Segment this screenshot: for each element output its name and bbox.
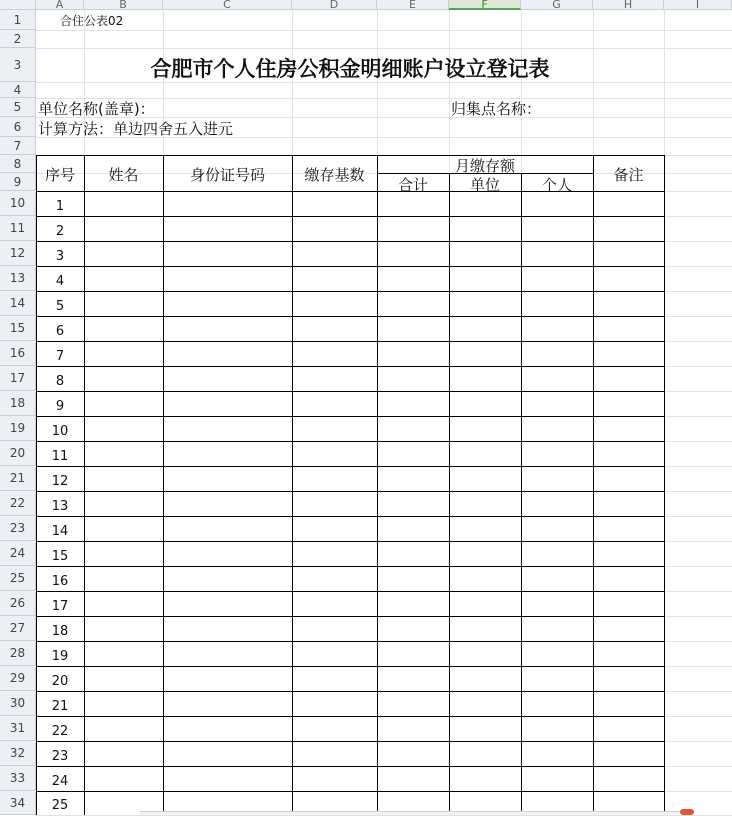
header-employer[interactable]: 单位 (469, 176, 500, 194)
column-header-a[interactable]: A (36, 0, 84, 10)
table-border-h (36, 766, 665, 767)
column-header-i[interactable]: I (664, 0, 732, 10)
column-header-f[interactable]: F (449, 0, 521, 10)
row-header-22[interactable]: 22 (0, 491, 36, 516)
table-border-h (36, 316, 665, 317)
table-border-h (36, 391, 665, 392)
row-header-28[interactable]: 28 (0, 641, 36, 666)
table-border-h (36, 466, 665, 467)
table-border-h (36, 541, 665, 542)
sequence-number-cell[interactable]: 13 (51, 499, 69, 514)
sequence-number-cell[interactable]: 20 (51, 674, 69, 689)
sequence-number-cell[interactable]: 7 (55, 349, 65, 364)
row-header-25[interactable]: 25 (0, 566, 36, 591)
sequence-number-cell[interactable]: 24 (51, 774, 69, 789)
header-total[interactable]: 合计 (397, 176, 428, 194)
row-header-34[interactable]: 34 (0, 791, 36, 815)
table-border-h (36, 266, 665, 267)
sequence-number-cell[interactable]: 11 (51, 449, 69, 464)
table-border-h (36, 341, 665, 342)
horizontal-gridline (36, 48, 732, 49)
header-monthly[interactable]: 月缴存额 (454, 157, 515, 175)
row-header-24[interactable]: 24 (0, 541, 36, 566)
row-header-18[interactable]: 18 (0, 391, 36, 416)
table-border-h (36, 641, 665, 642)
sequence-number-cell[interactable]: 1 (55, 199, 65, 214)
table-border-h (36, 291, 665, 292)
row-header-2[interactable]: 2 (0, 30, 36, 48)
sheet-tab-bar (140, 811, 680, 815)
row-header-27[interactable]: 27 (0, 616, 36, 641)
column-header-c[interactable]: C (163, 0, 292, 10)
header-personal[interactable]: 个人 (541, 176, 572, 194)
row-header-1[interactable]: 1 (0, 10, 36, 30)
sequence-number-cell[interactable]: 16 (51, 574, 69, 589)
row-header-16[interactable]: 16 (0, 341, 36, 366)
select-all-corner[interactable] (0, 0, 36, 10)
sequence-number-cell[interactable]: 22 (51, 724, 69, 739)
header-remarks[interactable]: 备注 (613, 166, 644, 184)
row-header-29[interactable]: 29 (0, 666, 36, 691)
table-border-h (36, 516, 665, 517)
sequence-number-cell[interactable]: 12 (51, 474, 69, 489)
row-header-30[interactable]: 30 (0, 691, 36, 716)
table-border-h (36, 241, 665, 242)
sequence-number-cell[interactable]: 15 (51, 549, 69, 564)
table-border-h (36, 366, 665, 367)
row-header-4[interactable]: 4 (0, 82, 36, 98)
table-border-h (36, 416, 665, 417)
row-header-20[interactable]: 20 (0, 441, 36, 466)
column-header-h[interactable]: H (593, 0, 664, 10)
row-header-11[interactable]: 11 (0, 216, 36, 241)
table-border-v (521, 173, 522, 815)
sequence-number-cell[interactable]: 3 (55, 249, 65, 264)
sequence-number-cell[interactable]: 25 (51, 798, 69, 813)
table-border-h (36, 741, 665, 742)
sequence-number-cell[interactable]: 21 (51, 699, 69, 714)
column-header-g[interactable]: G (521, 0, 593, 10)
add-sheet-icon[interactable] (680, 809, 694, 815)
table-border-v (449, 173, 450, 815)
row-header-31[interactable]: 31 (0, 716, 36, 741)
table-border-h (36, 216, 665, 217)
sequence-number-cell[interactable]: 5 (55, 299, 65, 314)
sequence-number-cell[interactable]: 2 (55, 224, 65, 239)
row-header-7[interactable]: 7 (0, 137, 36, 155)
sequence-number-cell[interactable]: 8 (55, 374, 65, 389)
sequence-number-cell[interactable]: 6 (55, 324, 65, 339)
sequence-number-cell[interactable]: 9 (55, 399, 65, 414)
horizontal-gridline (36, 30, 732, 31)
column-header-d[interactable]: D (292, 0, 377, 10)
row-header-8[interactable]: 8 (0, 155, 36, 173)
collection-point-label[interactable]: 归集点名称： (451, 100, 542, 118)
table-border-h (36, 441, 665, 442)
row-header-21[interactable]: 21 (0, 466, 36, 491)
table-border-h (36, 791, 665, 792)
header-base[interactable]: 缴存基数 (304, 166, 365, 184)
table-border-h (36, 666, 665, 667)
row-header-13[interactable]: 13 (0, 266, 36, 291)
row-header-23[interactable]: 23 (0, 516, 36, 541)
unit-name-label[interactable]: 单位名称(盖章)： (38, 100, 155, 118)
row-header-6[interactable]: 6 (0, 117, 36, 137)
row-header-10[interactable]: 10 (0, 191, 36, 216)
header-id-number[interactable]: 身份证号码 (189, 166, 265, 184)
column-header-e[interactable]: E (377, 0, 449, 10)
sequence-number-cell[interactable]: 19 (51, 649, 69, 664)
row-header-3[interactable]: 3 (0, 48, 36, 82)
table-border-h (36, 491, 665, 492)
row-header-15[interactable]: 15 (0, 316, 36, 341)
sequence-number-cell[interactable]: 4 (55, 274, 65, 289)
row-header-19[interactable]: 19 (0, 416, 36, 441)
row-header-14[interactable]: 14 (0, 291, 36, 316)
sequence-number-cell[interactable]: 14 (51, 524, 69, 539)
form-code-cell[interactable]: 合住公表02 (60, 14, 124, 28)
column-header-b[interactable]: B (84, 0, 163, 10)
row-header-26[interactable]: 26 (0, 591, 36, 616)
sequence-number-cell[interactable]: 18 (51, 624, 69, 639)
row-header-9[interactable]: 9 (0, 173, 36, 191)
table-border-h (36, 691, 665, 692)
table-border-h (36, 566, 665, 567)
header-name[interactable]: 姓名 (108, 166, 139, 184)
sequence-number-cell[interactable]: 10 (51, 424, 69, 439)
row-header-12[interactable]: 12 (0, 241, 36, 266)
sheet-title[interactable]: 合肥市个人住房公积金明细账户设立登记表 (150, 57, 550, 81)
calc-method-label[interactable]: 计算方法：单边四舍五入进元 (38, 120, 234, 138)
header-seq[interactable]: 序号 (44, 166, 75, 184)
table-border-h (36, 716, 665, 717)
sequence-number-cell[interactable]: 23 (51, 749, 69, 764)
row-header-33[interactable]: 33 (0, 766, 36, 791)
row-header-17[interactable]: 17 (0, 366, 36, 391)
row-header-32[interactable]: 32 (0, 741, 36, 766)
table-border-h (36, 616, 665, 617)
table-border-h (36, 591, 665, 592)
sequence-number-cell[interactable]: 17 (51, 599, 69, 614)
row-header-5[interactable]: 5 (0, 98, 36, 117)
